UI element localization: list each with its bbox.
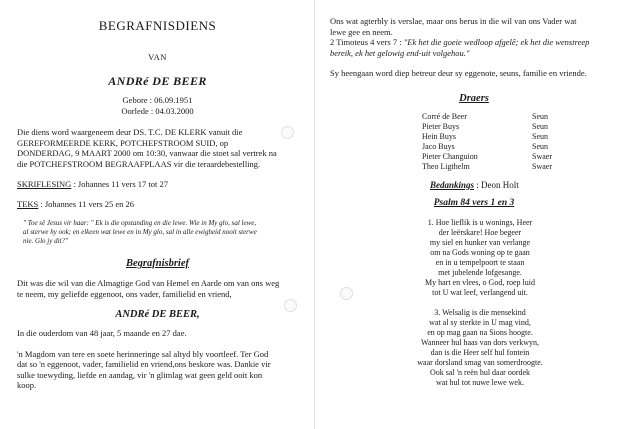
memory-paragraph	[17, 349, 298, 391]
bearers-list	[422, 112, 618, 172]
letter-line: Dit was die wil van die Almagtige God van Hemel en Aarde om van ons weg	[17, 278, 280, 288]
scripture-label: SKRIFLESING	[17, 179, 72, 189]
verse-line: tot U wat leef, verlangend uit.	[432, 287, 528, 297]
verse-line: om na Gods woning op te gaan	[430, 247, 530, 257]
bearer-relation: Seun	[532, 121, 548, 131]
sermon-text	[17, 199, 298, 209]
bearer-relation: Seun	[532, 141, 548, 151]
bearer-relation: Seun	[532, 131, 548, 141]
quote-line: al sterwe hy ook; en elkeen wat lewe en in My glo, sal in alle ewigheid nooit sterwe	[23, 228, 257, 236]
birth-date: Gebore : 06.09.1951	[122, 95, 193, 105]
service-line: die POTCHEFSTROOM BEGRAAFPLAAS vir die teraardebestelling.	[17, 158, 261, 169]
verse-line: 3. Welsalig is die mensekind	[434, 307, 526, 317]
bearer-name: Pieter Changuion	[422, 151, 478, 161]
quote-line: nie. Glo jy dit?"	[23, 237, 68, 245]
john-quote	[17, 219, 298, 246]
opening-paragraph	[330, 16, 618, 58]
bearer-row	[422, 152, 618, 162]
verse-line: wat al sy sterkte in U mag vind,	[429, 317, 531, 327]
memory-line: sulke toewyding, liefde en aandag, vir 'n glimlag wat geen geld ooit kon	[17, 369, 263, 380]
verse-line: met jubelende lofgesange.	[438, 267, 522, 277]
memory-line: 'n Magdom van tere en soete herinneringe sal altyd bly voortleef. Ter God	[17, 348, 269, 359]
scripture-reading	[17, 179, 298, 189]
letter-line: te neem, my geliefde eggenoot, ons vader, familielid en vriend,	[17, 288, 232, 299]
verse-line: 1. Hoe lieflik is u wonings, Heer	[427, 217, 533, 227]
bearer-relation: Swaer	[532, 151, 552, 161]
verse-line: dan is die Heer self hul fontein	[430, 347, 530, 357]
verse-line: my siel en hunker van verlange	[429, 237, 531, 247]
death-date: Oorlede : 04.03.2000	[121, 106, 194, 116]
service-details	[17, 127, 298, 169]
memory-line: koop.	[17, 380, 37, 390]
timothy-reference: 2 Timoteus 4 vers 7 :	[330, 37, 404, 47]
page-title: BEGRAFNISDIENS	[98, 18, 217, 33]
verse-line: Wanneer hul haas van dors verkwyn,	[421, 337, 539, 347]
thanks-label: Bedankings	[430, 179, 475, 190]
bearer-name: Corré de Beer	[422, 111, 467, 121]
age-line: In die ouderdom van 48 jaar, 5 maande en 27 dae.	[17, 328, 187, 338]
verse-line: My hart en vlees, o God, roep luid	[425, 277, 535, 287]
bearers-heading: Draers	[459, 92, 489, 104]
text-reference: : Johannes 11 vers 25 en 26	[38, 199, 135, 209]
timothy-quote: "Ek het die goeie wedloop afgelê; ek het die wenstreep	[403, 37, 590, 47]
timothy-line	[330, 37, 618, 48]
scripture-text: : Johannes 11 vers 17 tot 27	[71, 179, 169, 189]
quote-line: " Toe sê Jesus vir haar: " Ek is die opstanding en die lewe. Wie in My glo, sal lewe,	[23, 219, 257, 227]
verse-line: waar dorsland smag van somerdroogte.	[417, 357, 543, 367]
letter-intro	[17, 278, 298, 299]
life-dates	[17, 95, 298, 117]
right-page	[318, 0, 626, 429]
bearer-row	[422, 122, 618, 132]
thanks-text: : Deon Holt	[474, 179, 519, 190]
memory-line: dat so 'n eggenoot, vader, familielid en vriend,ons beskore was. Dankie vir	[17, 359, 271, 369]
bearer-row	[422, 132, 618, 142]
verse-line: en op mag gaan na Sions hoogte.	[427, 327, 533, 337]
van-label: VAN	[148, 52, 167, 62]
text-label: TEKS	[17, 199, 39, 209]
thanks-line	[330, 180, 618, 190]
deceased-name: ANDRé DE BEER	[108, 74, 207, 88]
opening-line: Ons wat agterbly is verslae, maar ons berus in die wil van ons Vader wat	[330, 16, 577, 26]
service-line: Die diens word waargeneem deur DS. T.C. DE KLERK vanuit die	[17, 127, 243, 137]
verse-line: der leërskare! Hoe begeer	[438, 227, 522, 237]
opening-line: lewe gee en neem.	[330, 26, 393, 37]
service-line: DONDERDAG, 9 MAART 2000 om 10:30, vanwaar die stoet sal vertrek na	[17, 148, 277, 158]
psalm-verse-1	[330, 218, 618, 298]
bearer-relation: Seun	[532, 111, 548, 121]
verse-line: Ook sal 'n reën hul daar oordek	[429, 367, 531, 377]
verse-line: wat hul tot nuwe lewe wek.	[436, 377, 524, 387]
deceased-name-repeat: ANDRé DE BEER,	[115, 309, 200, 320]
timothy-quote-cont: bereik, ek het gelowig end-uit volgehou."	[330, 47, 470, 58]
psalm-verse-3	[330, 308, 618, 388]
letter-heading: Begrafnisbrief	[126, 258, 189, 269]
bearer-name: Jaco Buys	[422, 141, 455, 151]
psalm-heading: Psalm 84 vers 1 en 3	[433, 197, 515, 208]
left-page	[0, 0, 312, 429]
verse-line: en in u tempelpoort te staan	[435, 257, 525, 267]
mourned-line: Sy heengaan word diep betreur deur sy eggenote, seuns, familie en vriende.	[330, 68, 587, 78]
bearer-row	[422, 112, 618, 122]
page-fold	[314, 0, 315, 429]
service-line: GEREFORMEERDE KERK, POTCHEFSTROOM SUID, op	[17, 137, 229, 148]
bearer-relation: Swaer	[532, 161, 552, 171]
bearer-name: Pieter Buys	[422, 121, 460, 131]
bearer-name: Theo Ligthelm	[422, 161, 470, 171]
bearer-row	[422, 142, 618, 152]
bearer-name: Hein Buys	[422, 131, 456, 141]
bearer-row	[422, 162, 618, 172]
